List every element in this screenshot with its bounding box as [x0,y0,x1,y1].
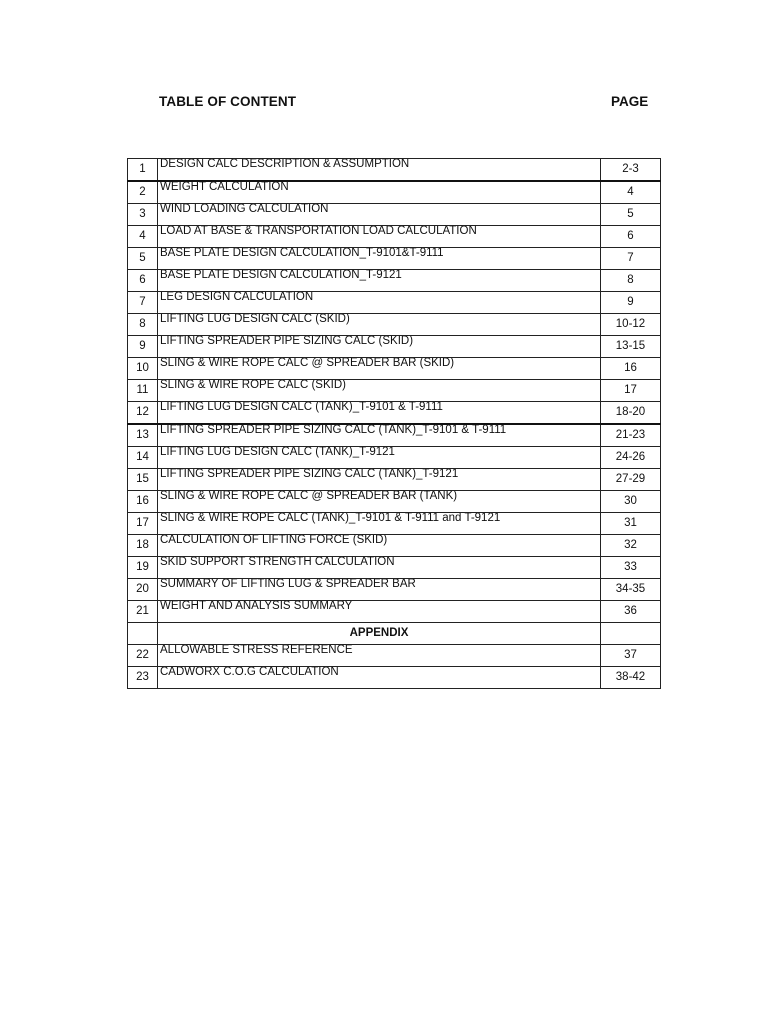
entry-title: SLING & WIRE ROPE CALC @ SPREADER BAR (TANK) [158,491,601,513]
entry-page: 8 [601,270,661,292]
entry-number: 10 [128,358,158,380]
entry-number: 17 [128,513,158,535]
table-row [128,336,661,358]
entry-number: 22 [128,645,158,667]
appendix-page-cell [601,623,661,645]
entry-page: 34-35 [601,579,661,601]
entry-page: 7 [601,248,661,270]
entry-title: ALLOWABLE STRESS REFERENCE [158,645,601,667]
entry-title: CADWORX C.O.G CALCULATION [158,667,601,689]
entry-title: DESIGN CALC DESCRIPTION & ASSUMPTION [158,159,601,182]
entry-page: 36 [601,601,661,623]
entry-page: 16 [601,358,661,380]
toc-body [128,159,661,689]
entry-page: 18-20 [601,402,661,425]
table-row [128,204,661,226]
table-row [128,248,661,270]
table-row [128,535,661,557]
table-row [128,469,661,491]
table-row [128,424,661,447]
entry-page: 4 [601,181,661,204]
entry-title: LIFTING LUG DESIGN CALC (SKID) [158,314,601,336]
entry-page: 31 [601,513,661,535]
entry-page: 38-42 [601,667,661,689]
entry-title: LEG DESIGN CALCULATION [158,292,601,314]
entry-number: 2 [128,181,158,204]
entry-number: 14 [128,447,158,469]
table-of-contents [127,158,661,689]
entry-title: CALCULATION OF LIFTING FORCE (SKID) [158,535,601,557]
table-row [128,557,661,579]
entry-number: 19 [128,557,158,579]
table-row [128,380,661,402]
entry-title: SUMMARY OF LIFTING LUG & SPREADER BAR [158,579,601,601]
entry-title: WEIGHT AND ANALYSIS SUMMARY [158,601,601,623]
entry-number: 3 [128,204,158,226]
entry-page: 37 [601,645,661,667]
entry-title: LIFTING LUG DESIGN CALC (TANK)_T-9101 & T-9111 [158,402,601,425]
appendix-header-row [128,623,661,645]
entry-number: 15 [128,469,158,491]
entry-number: 1 [128,159,158,182]
entry-title: LOAD AT BASE & TRANSPORTATION LOAD CALCULATION [158,226,601,248]
entry-number: 4 [128,226,158,248]
table-row [128,667,661,689]
entry-page: 10-12 [601,314,661,336]
toc-title: TABLE OF CONTENT [159,94,297,109]
table-row [128,292,661,314]
entry-page: 32 [601,535,661,557]
table-row [128,226,661,248]
entry-title: SLING & WIRE ROPE CALC (SKID) [158,380,601,402]
entry-number: 23 [128,667,158,689]
entry-number: 9 [128,336,158,358]
appendix-number-cell [128,623,158,645]
table-row [128,645,661,667]
appendix-label: APPENDIX [158,623,601,645]
entry-title: SKID SUPPORT STRENGTH CALCULATION [158,557,601,579]
table-row [128,314,661,336]
table-row [128,491,661,513]
entry-title: BASE PLATE DESIGN CALCULATION_T-9101&T-9111 [158,248,601,270]
entry-title: SLING & WIRE ROPE CALC @ SPREADER BAR (SKID) [158,358,601,380]
entry-title: LIFTING SPREADER PIPE SIZING CALC (TANK)_T-9101 & T-9111 [158,424,601,447]
table-row [128,159,661,182]
entry-number: 21 [128,601,158,623]
entry-title: LIFTING SPREADER PIPE SIZING CALC (TANK)_T-9121 [158,469,601,491]
entry-number: 13 [128,424,158,447]
entry-title: LIFTING SPREADER PIPE SIZING CALC (SKID) [158,336,601,358]
table-row [128,601,661,623]
entry-page: 30 [601,491,661,513]
entry-page: 21-23 [601,424,661,447]
table-row [128,447,661,469]
entry-number: 12 [128,402,158,425]
entry-number: 8 [128,314,158,336]
table-row [128,579,661,601]
table-row [128,402,661,425]
table-row [128,270,661,292]
entry-title: WEIGHT CALCULATION [158,181,601,204]
entry-page: 5 [601,204,661,226]
entry-number: 5 [128,248,158,270]
entry-page: 9 [601,292,661,314]
entry-title: BASE PLATE DESIGN CALCULATION_T-9121 [158,270,601,292]
table-row [128,358,661,380]
entry-page: 17 [601,380,661,402]
entry-title: WIND LOADING CALCULATION [158,204,601,226]
entry-number: 7 [128,292,158,314]
entry-title: LIFTING LUG DESIGN CALC (TANK)_T-9121 [158,447,601,469]
entry-page: 6 [601,226,661,248]
entry-title: SLING & WIRE ROPE CALC (TANK)_T-9101 & T-9111 and T-9121 [158,513,601,535]
entry-number: 18 [128,535,158,557]
entry-page: 27-29 [601,469,661,491]
table-row [128,513,661,535]
page-column-heading: PAGE [611,94,649,109]
entry-page: 24-26 [601,447,661,469]
entry-number: 16 [128,491,158,513]
entry-page: 33 [601,557,661,579]
table-row [128,181,661,204]
entry-page: 2-3 [601,159,661,182]
entry-number: 20 [128,579,158,601]
entry-page: 13-15 [601,336,661,358]
entry-number: 11 [128,380,158,402]
entry-number: 6 [128,270,158,292]
